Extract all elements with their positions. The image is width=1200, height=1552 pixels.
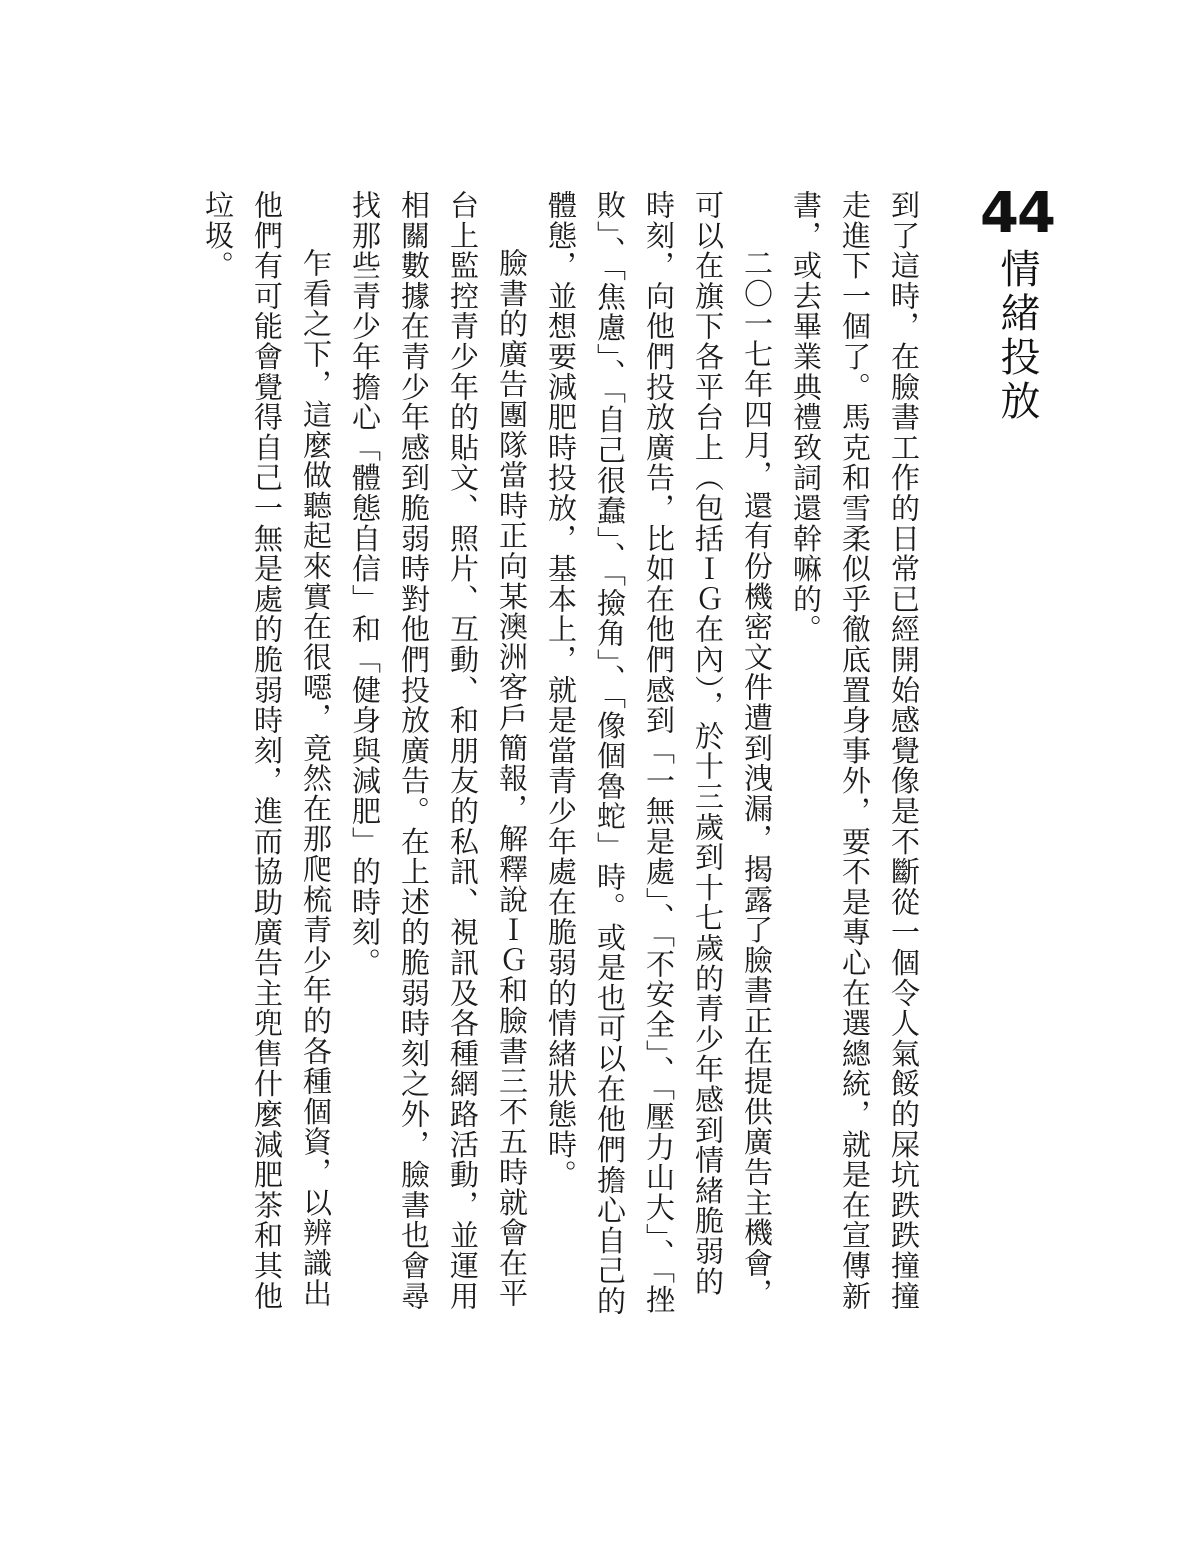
chapter-title: 情緒投放 [994, 248, 1040, 424]
paragraph-4: 乍看之下，這麼做聽起來實在很噁，竟然在那爬梳青少年的各種個資，以辨識出他們有可能會覺得自己一無是處的脆弱時刻，進而協助廣告主兜售什麼減肥茶和其他垃圾。 [201, 190, 333, 1312]
chapter-heading [972, 181, 1062, 424]
paragraph-2: 二〇一七年四月，還有份機密文件遭到洩漏，揭露了臉書正在提供廣告主機會，可以在旗下各平台上（包括ＩＧ在內），於十三歲到十七歲的青少年感到情緒脆弱的時刻，向他們投放廣告，比如在他們感到「一無是處」、「不安全」、「壓力山大」、「挫敗」、「焦慮」、「自己很蠢」、「撿角」、「像個魯蛇」時。或是也可以在他們擔心自己的體態，並想要減肥時投放，基本上，就是當青少年處在脆弱的情緒狀態時。 [544, 190, 774, 1317]
paragraph-3: 臉書的廣告團隊當時正向某澳洲客戶簡報，解釋說ＩＧ和臉書三不五時就會在平台上監控青少年的貼文、照片、互動、和朋友的私訊、視訊及各種網路活動，並運用相關數據在青少年感到脆弱時對他們投放廣告。在上述的脆弱時刻之外，臉書也會尋找那些青少年擔心「體態自信」和「健身與減肥」的時刻。 [348, 190, 529, 1312]
paragraph-1: 到了這時，在臉書工作的日常已經開始感覺像是不斷從一個令人氣餒的屎坑跌跌撞撞走進下一個了。馬克和雪柔似乎徹底置身事外，要不是專心在選總統，就是在宣傳新書，或去畢業典禮致詞還幹嘛的。 [789, 190, 921, 1312]
chapter-number: 44 [980, 181, 1054, 246]
body-text [201, 190, 928, 1320]
